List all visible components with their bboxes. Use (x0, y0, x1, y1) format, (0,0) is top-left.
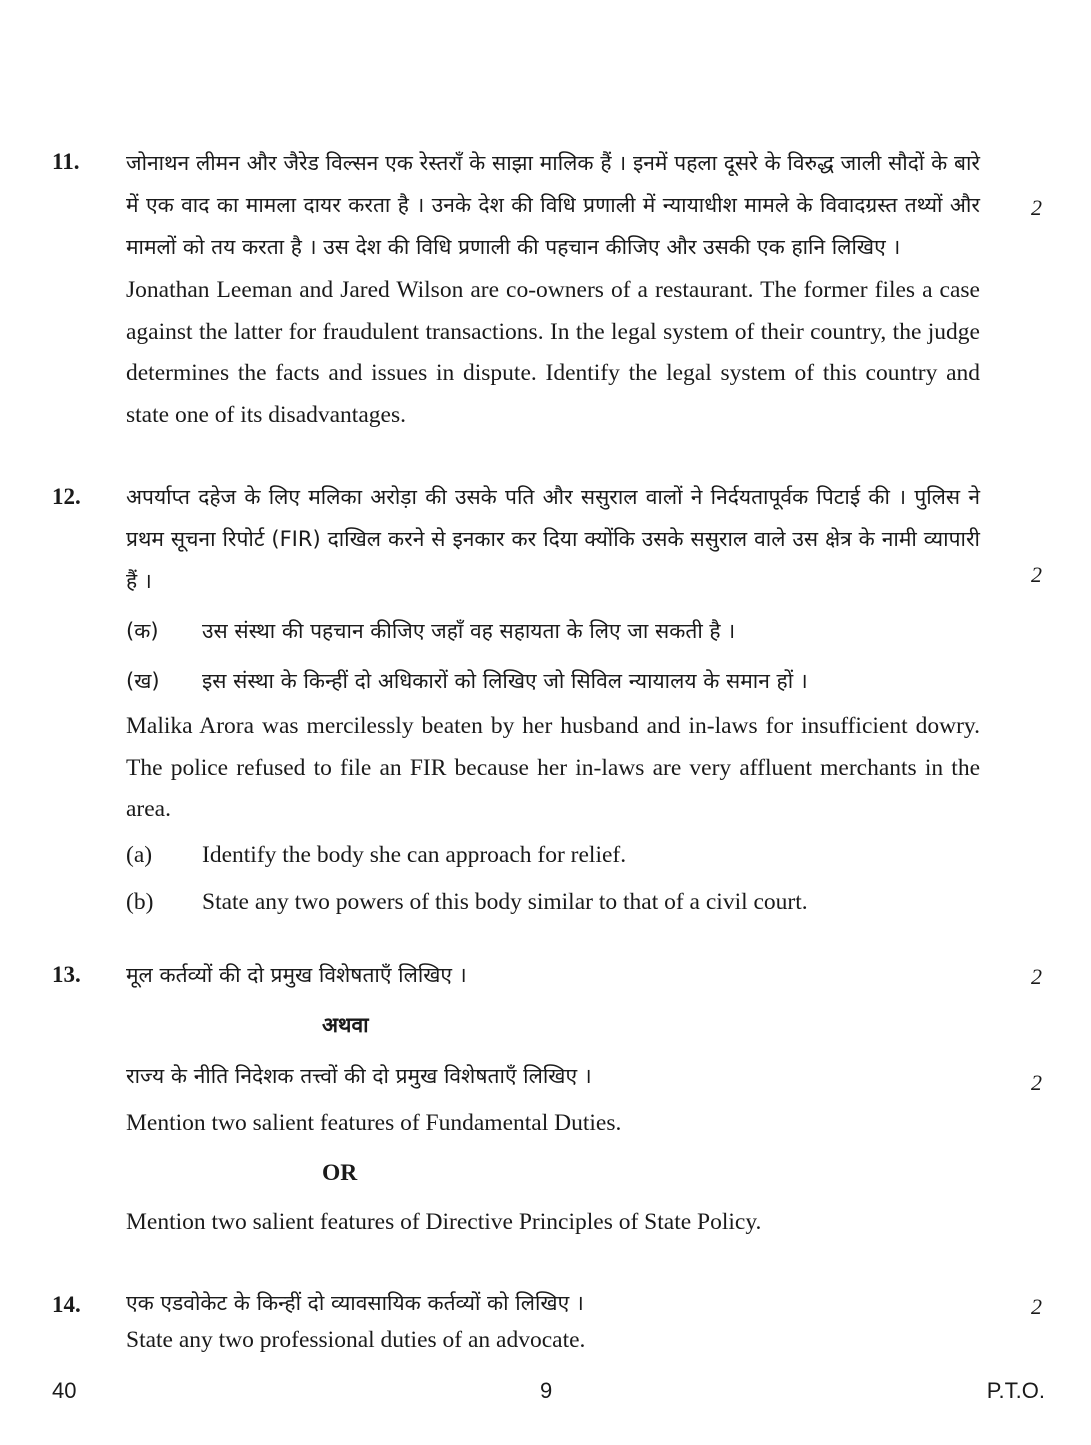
part-label: (b) (126, 889, 154, 915)
part-label: (क) (126, 619, 159, 643)
hindi-part-a (126, 610, 980, 652)
part-label: (ख) (126, 669, 160, 693)
part-text: उस संस्था की पहचान कीजिए जहाँ वह सहायता के लिए जा सकती है । (202, 619, 736, 643)
part-text: Identify the body she can approach for relief. (202, 841, 627, 868)
hindi-part-b (126, 660, 980, 702)
part-label: (a) (126, 841, 153, 868)
marks: 2 (1031, 964, 1042, 989)
part-text: State any two powers of this body similar to that of a civil court. (202, 889, 808, 915)
or-hindi: अथवा (322, 1013, 369, 1037)
question-hindi-text: जोनाथन लीमन और जैरेड विल्सन एक रेस्तराँ के साझा मालिक हैं । इनमें पहला दूसरे के विरुद्ध जाली सौदों के बारे में एक वाद का मामला दायर करता है । उनके देश की विधि प्रणाली में न्यायाधीश मामले के विवादग्रस्त तथ्यों और मामलों को तय करता है । उस देश की विधि प्रणाली की पहचान कीजिए और उसकी एक हानि लिखिए । (126, 151, 980, 259)
question-hindi-alt-text: राज्य के नीति निदेशक तत्त्वों की दो प्रमुख विशेषताएँ लिखिए । (126, 1064, 592, 1088)
marks: 2 (1031, 562, 1042, 587)
question-number: 13. (52, 962, 81, 987)
marks-alt: 2 (1031, 1070, 1042, 1095)
question-14 (52, 1292, 1042, 1362)
english-part-a (126, 835, 980, 877)
pto-label: P.T.O. (986, 1378, 1045, 1403)
question-hindi-text: मूल कर्तव्यों की दो प्रमुख विशेषताएँ लिखिए । (126, 963, 467, 987)
part-text: इस संस्था के किन्हीं दो अधिकारों को लिखिए जो सिविल न्यायालय के समान हों । (202, 669, 808, 693)
marks: 2 (1031, 195, 1042, 220)
question-english-text: State any two professional duties of an advocate. (126, 1327, 586, 1353)
question-11 (52, 150, 1042, 436)
question-13 (52, 962, 1042, 1244)
paper-code: 40 (52, 1378, 77, 1403)
question-hindi-text: अपर्याप्त दहेज के लिए मलिका अरोड़ा की उसके पति और ससुराल वालों ने निर्दयतापूर्वक पिटाई की । पुलिस ने प्रथम सूचना रिपोर्ट (FIR) दाखिल करने से इनकार कर दिया क्योंकि उसके ससुराल वाले उस क्षेत्र के नामी व्यापारी हैं । (126, 485, 980, 593)
marks: 2 (1031, 1294, 1042, 1319)
question-english-text: Mention two salient features of Fundamental Duties. (126, 1110, 622, 1136)
page-number: 9 (540, 1378, 553, 1403)
question-number: 12. (52, 484, 81, 509)
question-english-text: Malika Arora was mercilessly beaten by her husband and in-laws for insufficient dowry. The police refused to file an FIR because her in-laws are very affluent merchants in the area. (126, 713, 980, 822)
english-part-b (126, 882, 980, 924)
question-english-alt-text: Mention two salient features of Directive Principles of State Policy. (126, 1209, 762, 1235)
question-12 (52, 484, 1042, 924)
question-english-text: Jonathan Leeman and Jared Wilson are co-owners of a restaurant. The former files a case against the latter for fraudulent transactions. In the legal system of their country, the judge determines the facts and issues in dispute. Identify the legal system of this country and state one of its disadvantages. (126, 277, 980, 428)
question-number: 14. (52, 1292, 81, 1317)
or-english: OR (322, 1159, 358, 1186)
question-hindi-text: एक एडवोकेट के किन्हीं दो व्यावसायिक कर्तव्यों को लिखिए । (126, 1291, 584, 1315)
question-number: 11. (52, 149, 80, 174)
